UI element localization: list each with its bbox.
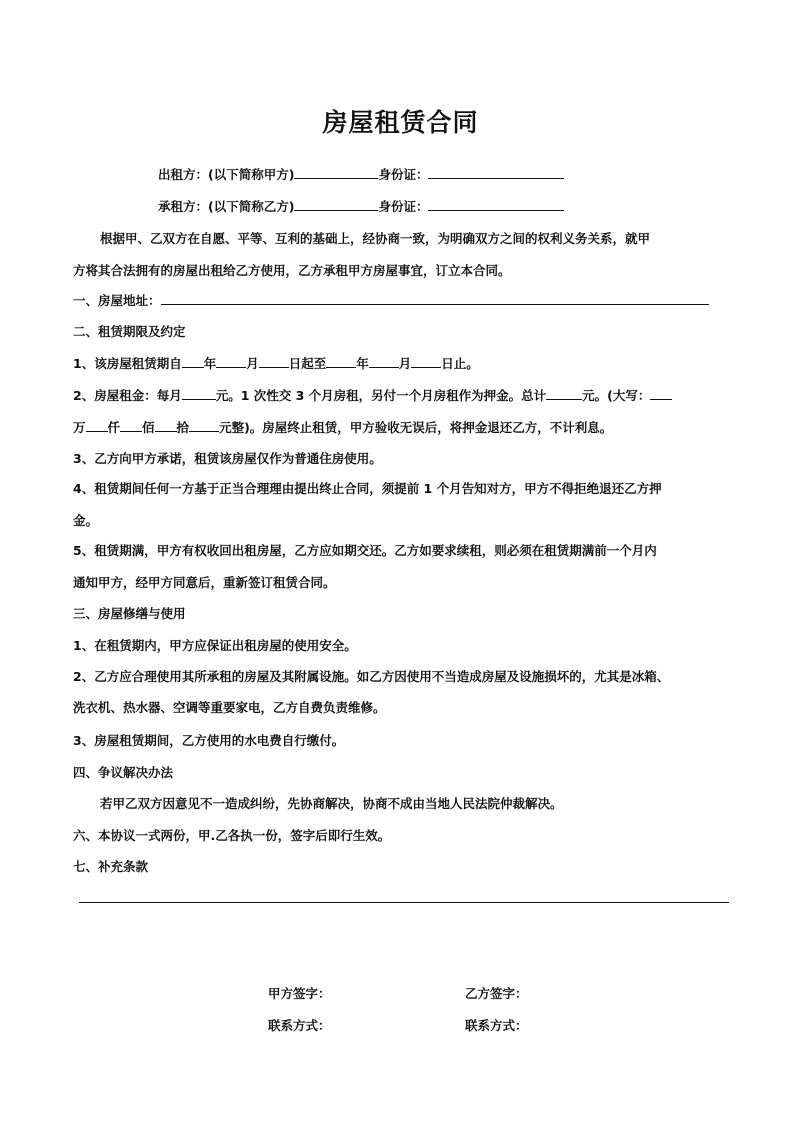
intro-line-1: 根据甲、乙双方在自愿、平等、互利的基础上，经协商一致，为明确双方之间的权利义务关系，就甲	[100, 231, 651, 246]
party-a-contact-label: 联系方式：	[268, 1018, 331, 1033]
term-year-text: 年	[203, 356, 217, 371]
renewal-line-1: 5、租赁期满，甲方有权收回出租房屋，乙方应如期交还。乙方如要求续租，则必须在租赁期满前一个月内	[73, 543, 657, 558]
address-line	[73, 292, 709, 309]
yuan-blank[interactable]	[189, 419, 219, 432]
rent-line-2	[73, 419, 612, 436]
dispute-body: 若甲乙双方因意见不一造成纠纷，先协商解决，协商不成由当地人民法院仲裁解决。	[100, 796, 563, 811]
lease-term-line	[73, 355, 479, 372]
document-title: 房屋租赁合同	[322, 108, 479, 137]
repair-item-2-line-1: 2、乙方应合理使用其所承租的房屋及其附属设施。如乙方因使用不当造成房屋及设施损坏的，尤其是冰箱、	[73, 669, 670, 684]
lessee-name-blank[interactable]	[294, 198, 378, 211]
shi-blank[interactable]	[155, 419, 177, 432]
lessor-name-blank[interactable]	[294, 166, 378, 179]
term-dayto-text: 日止。	[441, 356, 479, 371]
lessor-label: 出租方：(以下简称甲方)	[158, 167, 295, 182]
party-b-contact-label: 联系方式：	[465, 1018, 528, 1033]
supplementary-blank-line[interactable]	[79, 902, 729, 903]
party-b-signature-label: 乙方签字：	[465, 986, 528, 1001]
wan-blank[interactable]	[650, 387, 672, 400]
rent-monthly-label: 2、房屋租金：每月	[73, 388, 182, 403]
lessee-label: 承租方：(以下简称乙方)	[158, 199, 295, 214]
lessee-line	[158, 198, 564, 215]
lessee-id-label: 身份证：	[378, 199, 429, 214]
lessor-id-blank[interactable]	[428, 166, 564, 179]
term-month2-text: 月	[398, 356, 412, 371]
party-a-signature-label: 甲方签字：	[268, 986, 331, 1001]
start-month-blank[interactable]	[216, 355, 246, 368]
repair-item-3: 3、房屋租赁期间，乙方使用的水电费自行缴付。	[73, 733, 345, 748]
repair-item-2-line-2: 洗衣机、热水器、空调等重要家电，乙方自费负责维修。	[73, 700, 386, 715]
monthly-rent-blank[interactable]	[182, 387, 216, 400]
intro-line-2: 方将其合法拥有的房屋出租给乙方使用，乙方承租甲方房屋事宜，订立本合同。	[73, 263, 511, 278]
deposit-terms-text: 元整)。房屋终止租赁，甲方验收无误后，将押金退还乙方，不计利息。	[219, 420, 613, 435]
section3-heading: 三、房屋修缮与使用	[73, 606, 186, 621]
lessee-id-blank[interactable]	[428, 198, 564, 211]
total-rent-blank[interactable]	[546, 387, 582, 400]
repair-item-1: 1、在租赁期内，甲方应保证出租房屋的使用安全。	[73, 638, 357, 653]
term-month-text: 月	[246, 356, 259, 371]
rent-line-1	[73, 387, 672, 404]
lessor-id-label: 身份证：	[378, 167, 429, 182]
address-label: 一、房屋地址：	[73, 293, 161, 308]
bai-text: 佰	[142, 420, 155, 435]
section2-heading: 二、租赁期限及约定	[73, 324, 186, 339]
address-blank[interactable]	[161, 292, 709, 305]
shi-text: 拾	[176, 420, 190, 435]
start-day-blank[interactable]	[259, 355, 289, 368]
rent-uppercase-label: 元。(大写：	[582, 388, 651, 403]
section4-heading: 四、争议解决办法	[73, 765, 174, 780]
end-month-blank[interactable]	[369, 355, 399, 368]
termination-line-2: 金。	[73, 513, 99, 528]
start-year-blank[interactable]	[182, 355, 204, 368]
usage-promise-line: 3、乙方向甲方承诺，租赁该房屋仅作为普通住房使用。	[73, 451, 382, 466]
term-year2-text: 年	[356, 356, 369, 371]
bai-blank[interactable]	[120, 419, 142, 432]
supplementary-heading: 七、补充条款	[73, 859, 149, 874]
end-year-blank[interactable]	[326, 355, 356, 368]
term-dayfrom-text: 日起至	[288, 356, 327, 371]
copies-clause: 六、本协议一式两份，甲.乙各执一份，签字后即行生效。	[73, 828, 391, 843]
end-day-blank[interactable]	[411, 355, 441, 368]
qian-text: 仟	[107, 420, 121, 435]
term-prefix: 1、该房屋租赁期自	[73, 356, 182, 371]
renewal-line-2: 通知甲方，经甲方同意后，重新签订租赁合同。	[73, 575, 336, 590]
rent-terms-text: 元。1 次性交 3 个月房租，另付一个月房租作为押金。总计	[215, 388, 547, 403]
qian-blank[interactable]	[86, 419, 108, 432]
lessor-line	[158, 166, 564, 183]
wan-text: 万	[73, 420, 86, 435]
termination-line-1: 4、租赁期间任何一方基于正当合理理由提出终止合同，须提前 1 个月告知对方，甲方不得拒绝退还乙方押	[73, 481, 662, 496]
